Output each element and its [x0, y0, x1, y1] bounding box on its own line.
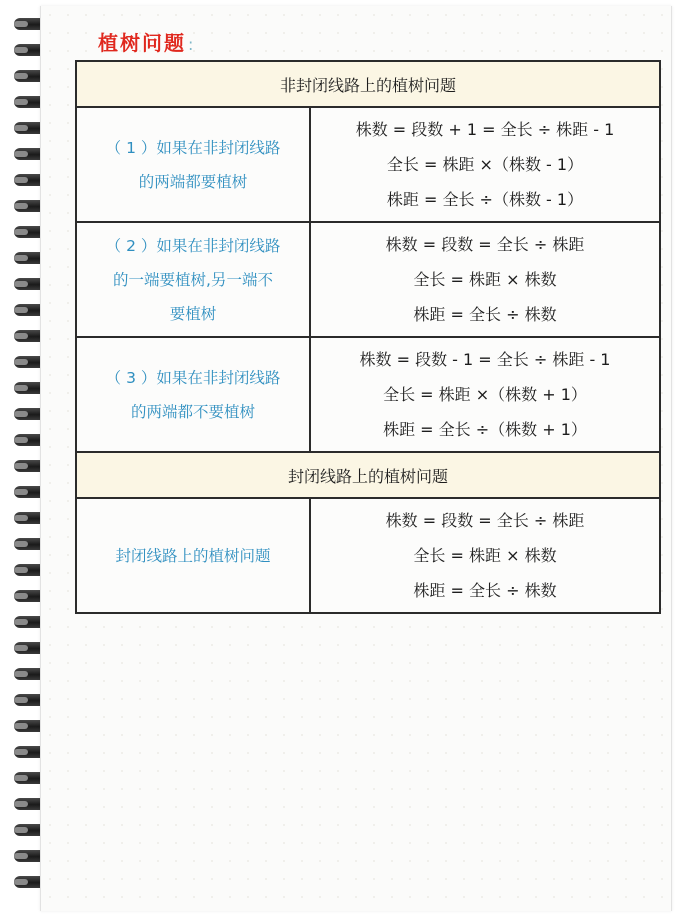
formula-line: 株数 = 段数 - 1 = 全长 ÷ 株距 - 1	[359, 350, 611, 369]
formula-line: 全长 = 株距 ×（株数 + 1）	[383, 385, 587, 404]
table-row	[76, 107, 660, 222]
condition-line: 的一端要植树,另一端不	[113, 270, 273, 289]
formula-table	[75, 60, 661, 614]
section-header: 封闭线路上的植树问题	[76, 452, 660, 498]
condition-line: （ 1 ）如果在非封闭线路	[105, 138, 281, 157]
condition-cell	[76, 337, 310, 452]
condition-cell	[76, 222, 310, 337]
formula-line: 全长 = 株距 × 株数	[413, 270, 557, 289]
formula-line: 株距 = 全长 ÷ 株数	[413, 581, 557, 600]
section-header: 非封闭线路上的植树问题	[76, 61, 660, 107]
table-row	[76, 498, 660, 613]
formula-line: 株距 = 全长 ÷（株数 + 1）	[383, 420, 587, 439]
section-header-row	[76, 452, 660, 498]
formula-line: 全长 = 株距 × 株数	[413, 546, 557, 565]
page-title	[98, 27, 195, 56]
condition-line: 的两端都要植树	[138, 172, 248, 191]
section-header-row	[76, 61, 660, 107]
condition-line: （ 2 ）如果在非封闭线路	[105, 236, 281, 255]
table-row	[76, 337, 660, 452]
formula-line: 株数 = 段数 = 全长 ÷ 株距	[385, 235, 585, 254]
condition-cell	[76, 498, 310, 613]
formula-cell	[310, 498, 660, 613]
condition-line: 封闭线路上的植树问题	[115, 546, 271, 565]
formula-line: 株数 = 段数 + 1 = 全长 ÷ 株距 - 1	[355, 120, 615, 139]
formula-line: 全长 = 株距 ×（株数 - 1）	[386, 155, 584, 174]
formula-line: 株数 = 段数 = 全长 ÷ 株距	[385, 511, 585, 530]
condition-line: 要植树	[169, 304, 217, 323]
condition-cell	[76, 107, 310, 222]
page-title-text: 植树问题	[98, 31, 186, 55]
formula-line: 株距 = 全长 ÷（株数 - 1）	[386, 190, 584, 209]
formula-cell	[310, 222, 660, 337]
formula-cell	[310, 337, 660, 452]
formula-line: 株距 = 全长 ÷ 株数	[413, 305, 557, 324]
condition-line: 的两端都不要植树	[130, 402, 255, 421]
condition-line: （ 3 ）如果在非封闭线路	[105, 368, 281, 387]
page-title-colon: :	[188, 35, 196, 54]
table-row	[76, 222, 660, 337]
formula-cell	[310, 107, 660, 222]
